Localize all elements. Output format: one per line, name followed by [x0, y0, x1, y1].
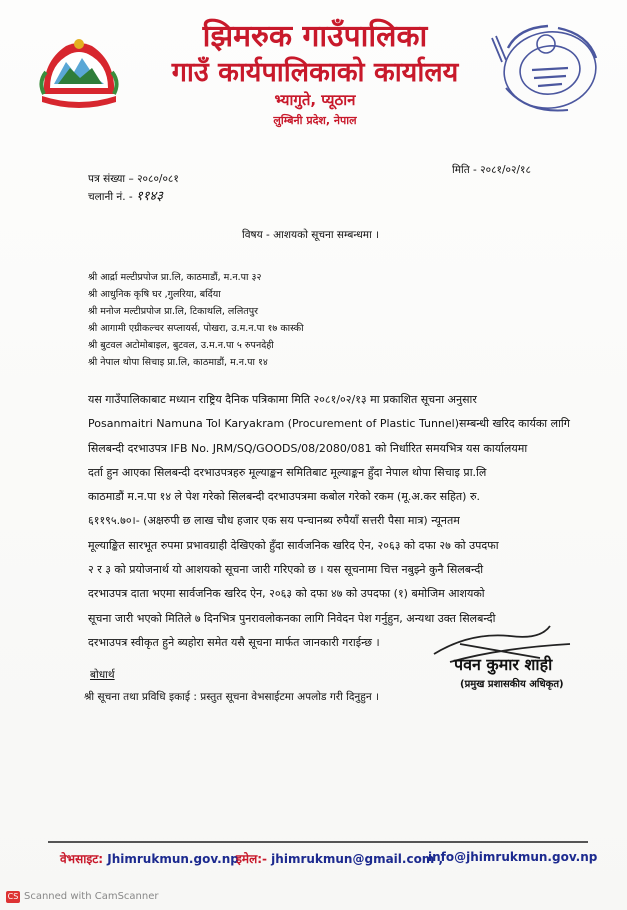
- footer-email2-value: info@jhimrukmun.gov.np: [428, 850, 598, 864]
- letter-number-label: पत्र संख्या –: [88, 173, 134, 185]
- office-location: भ्यागुते, प्यूठान: [274, 91, 356, 109]
- body-line: दरभाउपत्र स्वीकृत हुने ब्यहोरा समेत यसै सूचना मार्फत जानकारी गराईन्छ ।: [88, 635, 380, 649]
- body-line: ६११९५.७०।- (अक्षरुपी छ लाख चौध हजार एक सय पन्चानब्य रुपैयाँ सत्तरी पैसा मात्र) न्यूनतम: [88, 514, 460, 528]
- cc-label: बोधार्थ: [90, 669, 115, 681]
- letter-number: [88, 172, 179, 186]
- recipient-item: श्री नेपाल थोपा सिचाइ प्रा.लि, काठमाडौं, म.न.पा १४: [88, 357, 268, 368]
- recipient-item: श्री आगामी एग्रीकल्चर सप्लायर्स, पोखरा, उ.म.न.पा १७ कास्की: [88, 323, 304, 334]
- scanner-watermark: [6, 891, 159, 903]
- dispatch-number-value: ११४३: [136, 189, 164, 204]
- body-line: सिलबन्दी दरभाउपत्र IFB No. JRM/SQ/GOODS/08/2080/081 को निर्धारित समयभित्र यस कार्यालयमा: [88, 441, 528, 455]
- body-line: Posanmaitri Namuna Tol Karyakram (Procurement of Plastic Tunnel)सम्बन्धी खरिद कार्यका लागि: [88, 417, 570, 431]
- municipality-name: झिमरुक गाउँपालिका: [202, 19, 428, 54]
- footer-email-value: jhimrukmun@gmail.com ,: [271, 852, 444, 866]
- body-line: काठमाडौं म.न.पा १४ ले पेश गरेको सिलबन्दी दरभाउपत्रमा कबोल गरेको रकम (मू.अ.कर सहित) रु.: [88, 490, 481, 504]
- dispatch-number: [88, 186, 163, 204]
- footer-website-value: Jhimrukmun.gov.np: [107, 852, 239, 866]
- recipient-item: श्री आधुनिक कृषि घर ,गुलरिया, बर्दिया: [88, 289, 221, 300]
- body-line: यस गाउँपालिकाबाट मध्यान राष्ट्रिय दैनिक पत्रिकामा मिति २०८१/०२/१३ मा प्रकाशित सूचना अनुसार: [88, 393, 477, 406]
- dispatch-number-label: चलानी नं. -: [88, 191, 133, 203]
- signatory-name: पवन कुमार शाही: [454, 655, 553, 674]
- nepal-emblem-icon: [36, 32, 122, 112]
- recipient-item: श्री आर्द्रा मल्टीप्रपोज प्रा.लि, काठमाडौं, म.न.पा ३२: [88, 272, 262, 283]
- scanner-text: Scanned with CamScanner: [24, 891, 159, 902]
- footer-divider: [48, 841, 588, 843]
- office-name: गाउँ कार्यपालिकाको कार्यालय: [171, 57, 459, 88]
- body-line: दरभाउपत्र दाता भएमा सार्वजनिक खरिद ऐन, २०६३ को दफा ४७ को उपदफा (१) बमोजिम आशयको: [88, 587, 485, 601]
- subject-line: विषय - आशयको सूचना सम्बन्धमा ।: [242, 229, 380, 241]
- footer-website-label: वेभसाइट:: [60, 852, 104, 866]
- office-province: लुम्बिनी प्रदेश, नेपाल: [273, 114, 357, 127]
- footer-website: [60, 850, 239, 867]
- letter-number-value: २०८०/०८१: [137, 173, 179, 185]
- body-line: दर्ता हुन आएका सिलबन्दी दरभाउपत्रहरु मूल्याङ्कन समितिबाट मूल्याङ्कन हुँदा नेपाल थोपा सिचाइ प्रा.लि: [88, 465, 487, 479]
- date-label: मिति -: [452, 164, 481, 176]
- body-line: मूल्याङ्कित सारभूत रुपमा प्रभावग्राही देखिएको हुँदा सार्वजनिक खरिद ऐन, २०६३ को दफा २७ को उपदफा: [88, 538, 499, 552]
- date-value: २०८१/०२/१८: [480, 164, 531, 176]
- cc-line: श्री सूचना तथा प्रविधि इकाई : प्रस्तुत सूचना वेभसाईटमा अपलोड गरी दिनुहुन ।: [84, 691, 379, 703]
- letter-date: [452, 163, 531, 177]
- camscanner-icon: CS: [7, 892, 19, 901]
- recipient-item: श्री मनोज मल्टीप्रपोज प्रा.लि, टिकाथलि, ललितपुर: [88, 306, 258, 317]
- body-line: २ र ३ को प्रयोजनार्थ यो आशयको सूचना जारी गरिएको छ । यस सूचनामा चित्त नबुझ्ने कुनै सिलबन्दी: [88, 563, 484, 577]
- signatory-designation: (प्रमुख प्रशासकीय अधिकृत): [460, 679, 564, 690]
- body-line: सूचना जारी भएको मितिले ७ दिनभित्र पुनरावलोकनका लागि निवेदन पेश गर्नुहुन, अन्यथा उक्त सिलबन्दी: [88, 611, 496, 625]
- recipient-item: श्री बुटवल अटोमोबाइल, बुटवल, उ.म.न.पा ५ रुपनदेही: [88, 340, 274, 351]
- footer-email: [236, 850, 443, 867]
- footer-email-2: [428, 850, 597, 864]
- footer-email-label: इमेल:-: [236, 852, 267, 866]
